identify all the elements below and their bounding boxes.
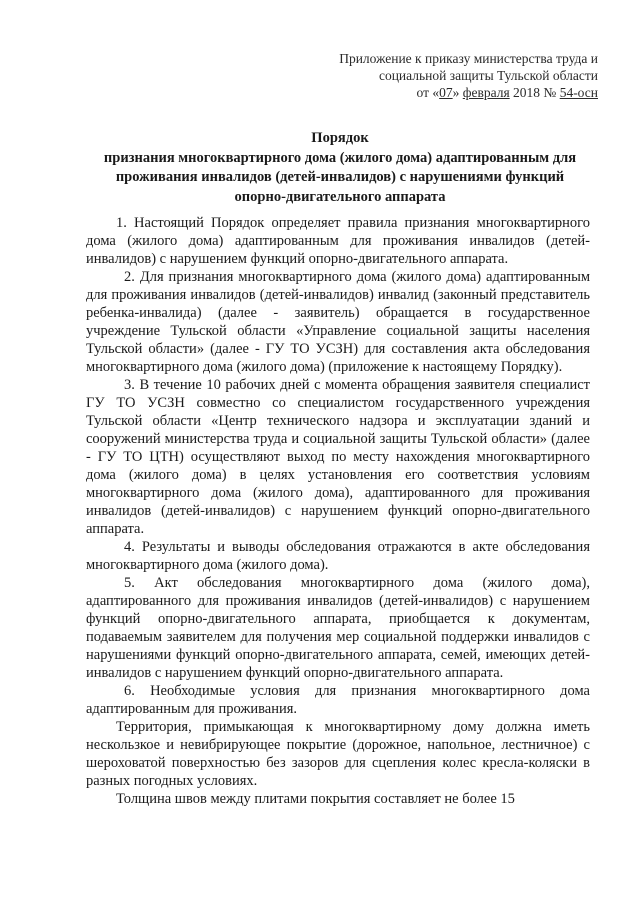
title-line-1: Порядок: [311, 130, 369, 146]
appendix-date-day: 07: [439, 85, 453, 100]
paragraph-8: Толщина швов между плитами покрытия составляет не более 15: [116, 791, 515, 807]
paragraph-7: Территория, примыкающая к многоквартирному дому должна иметь нескользкое и невибрирующее покрытие (дорожное, напольное, лестничное) с шероховатой поверхностью без зазоров для сцепления колес кресла-коляски в разных погодных условиях.: [86, 719, 590, 789]
appendix-date-mid: »: [452, 85, 463, 100]
appendix-line-1: Приложение к приказу министерства труда и: [339, 51, 598, 66]
paragraph-1: 1. Настоящий Порядок определяет правила признания многоквартирного дома (жилого дома) адаптированным для проживания инвалидов (детей-инвалидов) с нарушением функций опорно-двигательного аппарата.: [86, 215, 590, 267]
document-title: [70, 129, 610, 207]
paragraph-5: 5. Акт обследования многоквартирного дома (жилого дома), адаптированного для проживания инвалидов (детей-инвалидов) с нарушением функций опорно-двигательного аппарата, приобщается к документам, подаваемым заявителем для получения мер социальной поддержки инвалидов с нарушениями функций опорно-двигательного аппарата, семей, имеющих детей-инвалидов с нарушением функций опорно-двигательного аппарата.: [86, 575, 590, 681]
title-line-2: признания многоквартирного дома (жилого дома) адаптированным для: [103, 149, 577, 166]
appendix-line-2: социальной защиты Тульской области: [378, 68, 598, 83]
appendix-date-month: февраля: [462, 85, 510, 100]
paragraph-3: 3. В течение 10 рабочих дней с момента обращения заявителя специалист ГУ ТО УСЗН совместно со специалистом государственного учреждения Тульской области «Центр технического надзора и эксплуатации зданий и сооружений министерства труда и социальной защиты Тульской области» (далее - ГУ ТО ЦТН) осуществляют выход по месту нахождения многоквартирного дома (жилого дома) в целях установления его соответствия условиям многоквартирного дома (жилого дома), адаптированного для проживания инвалидов (детей-инвалидов) с нарушением функций опорно-двигательного аппарата.: [86, 377, 590, 537]
paragraph-4: 4. Результаты и выводы обследования отражаются в акте обследования многоквартирного дома (жилого дома).: [86, 539, 590, 573]
title-line-3: проживания инвалидов (детей-инвалидов) с нарушениями функций: [115, 169, 565, 185]
document-body: [86, 214, 590, 808]
appendix-date-prefix: от «: [416, 85, 440, 100]
appendix-line-3: [278, 84, 598, 101]
paragraph-2: 2. Для признания многоквартирного дома (жилого дома) адаптированным для проживания инвалидов (детей-инвалидов) инвалид (законный представитель ребенка-инвалида) (далее - заявитель) обращается в государственное учреждение Тульской области «Управление социальной защиты населения Тульской области» (далее - ГУ ТО УСЗН) для составления акта обследования многоквартирного дома (жилого дома) (приложение к настоящему Порядку).: [86, 269, 590, 375]
appendix-order-number: 54-осн: [559, 85, 598, 100]
paragraph-6: 6. Необходимые условия для признания многоквартирного дома адаптированным для проживания.: [86, 683, 590, 717]
appendix-header: [278, 50, 598, 101]
appendix-date-year: 2018 №: [509, 85, 560, 100]
title-line-4: опорно-двигательного аппарата: [234, 188, 446, 205]
